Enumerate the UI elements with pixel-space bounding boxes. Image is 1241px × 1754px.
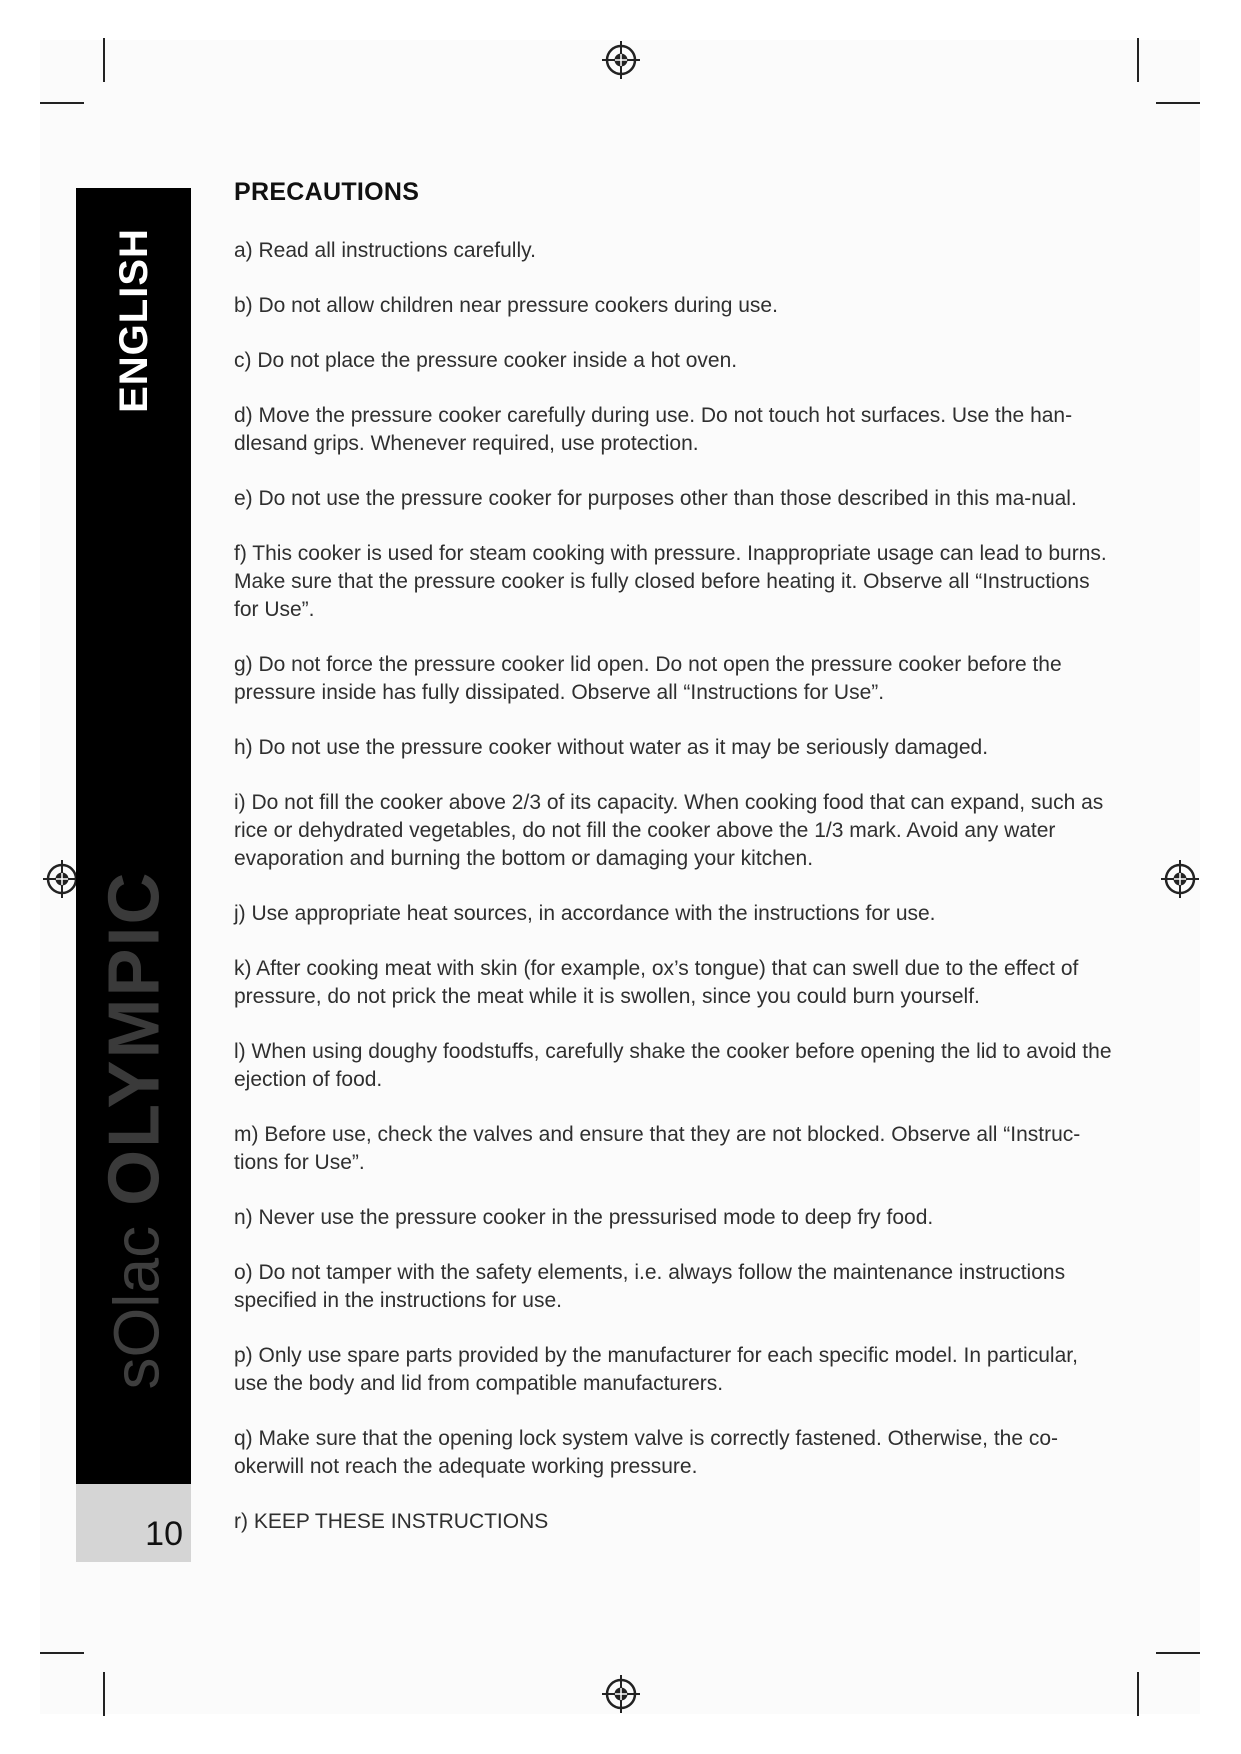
precaution-item: a) Read all instructions carefully.: [234, 239, 536, 262]
registration-mark-icon: [601, 1674, 641, 1714]
precaution-item: e) Do not use the pressure cooker for purposes other than those described in this ma-nual.: [234, 487, 1077, 510]
precaution-item: b) Do not allow children near pressure cookers during use.: [234, 294, 778, 317]
crop-mark: [1137, 1672, 1139, 1716]
page-number-box: [76, 1484, 191, 1562]
precaution-item: k) After cooking meat with skin (for example, ox’s tongue) that can swell due to the effect of pressure, do not prick the meat while it is swollen, since you could burn yourself.: [234, 957, 1079, 1008]
precaution-item: j) Use appropriate heat sources, in accordance with the instructions for use.: [234, 902, 936, 925]
precaution-item: o) Do not tamper with the safety elements, i.e. always follow the maintenance instructions specified in the instructions for use.: [234, 1261, 1066, 1312]
precaution-item: g) Do not force the pressure cooker lid open. Do not open the pressure cooker before the pressure inside has fully dissipated. Observe all “Instructions for Use”.: [234, 653, 1062, 704]
crop-mark: [40, 1652, 84, 1654]
brand-solac: sOlac: [100, 1225, 172, 1390]
crop-mark: [40, 102, 84, 104]
crop-mark: [1156, 102, 1200, 104]
crop-mark: [1156, 1652, 1200, 1654]
precaution-item: f) This cooker is used for steam cooking with pressure. Inappropriate usage can lead to burns. Make sure that the pressure cooker is fully closed before heating it. Observe all “Instructions for Use”.: [234, 542, 1107, 621]
precaution-item: l) When using doughy foodstuffs, carefully shake the cooker before opening the lid to avoid the ejection of food.: [234, 1040, 1112, 1091]
brand-olympic: OLYMPIC: [94, 870, 174, 1206]
precaution-item: h) Do not use the pressure cooker without water as it may be seriously damaged.: [234, 736, 989, 759]
precaution-item: q) Make sure that the opening lock system valve is correctly fastened. Otherwise, the co-okerwill not reach the adequate working pressure.: [234, 1427, 1059, 1478]
language-label: ENGLISH: [111, 227, 156, 413]
precaution-item: i) Do not fill the cooker above 2/3 of its capacity. When cooking food that can expand, such as rice or dehydrated vegetables, do not fill the cooker above the 1/3 mark. Avoid any water evaporation and burning the bottom or damaging your kitchen.: [234, 791, 1104, 870]
registration-mark-icon: [1160, 859, 1200, 899]
precaution-item: r) KEEP THESE INSTRUCTIONS: [234, 1510, 549, 1533]
precaution-item: c) Do not place the pressure cooker inside a hot oven.: [234, 349, 738, 372]
section-title: PRECAUTIONS: [234, 178, 420, 206]
precautions-section: [234, 178, 1114, 1563]
language-label-container: [86, 225, 182, 415]
page-number: 10: [145, 1515, 183, 1553]
precaution-item: n) Never use the pressure cooker in the pressurised mode to deep fry food.: [234, 1206, 934, 1229]
precaution-item: m) Before use, check the valves and ensure that they are not blocked. Observe all “Instruc-tions for Use”.: [234, 1123, 1081, 1174]
crop-mark: [1137, 38, 1139, 82]
brand-logo: [86, 780, 182, 1480]
precaution-item: d) Move the pressure cooker carefully during use. Do not touch hot surfaces. Use the han-dlesand grips. Whenever required, use protection.: [234, 404, 1073, 455]
registration-mark-icon: [601, 40, 641, 80]
crop-mark: [103, 1672, 105, 1716]
precaution-item: p) Only use spare parts provided by the manufacturer for each specific model. In particular, use the body and lid from compatible manufacturers.: [234, 1344, 1078, 1395]
brand-logo-text: [93, 871, 175, 1390]
crop-mark: [103, 38, 105, 82]
